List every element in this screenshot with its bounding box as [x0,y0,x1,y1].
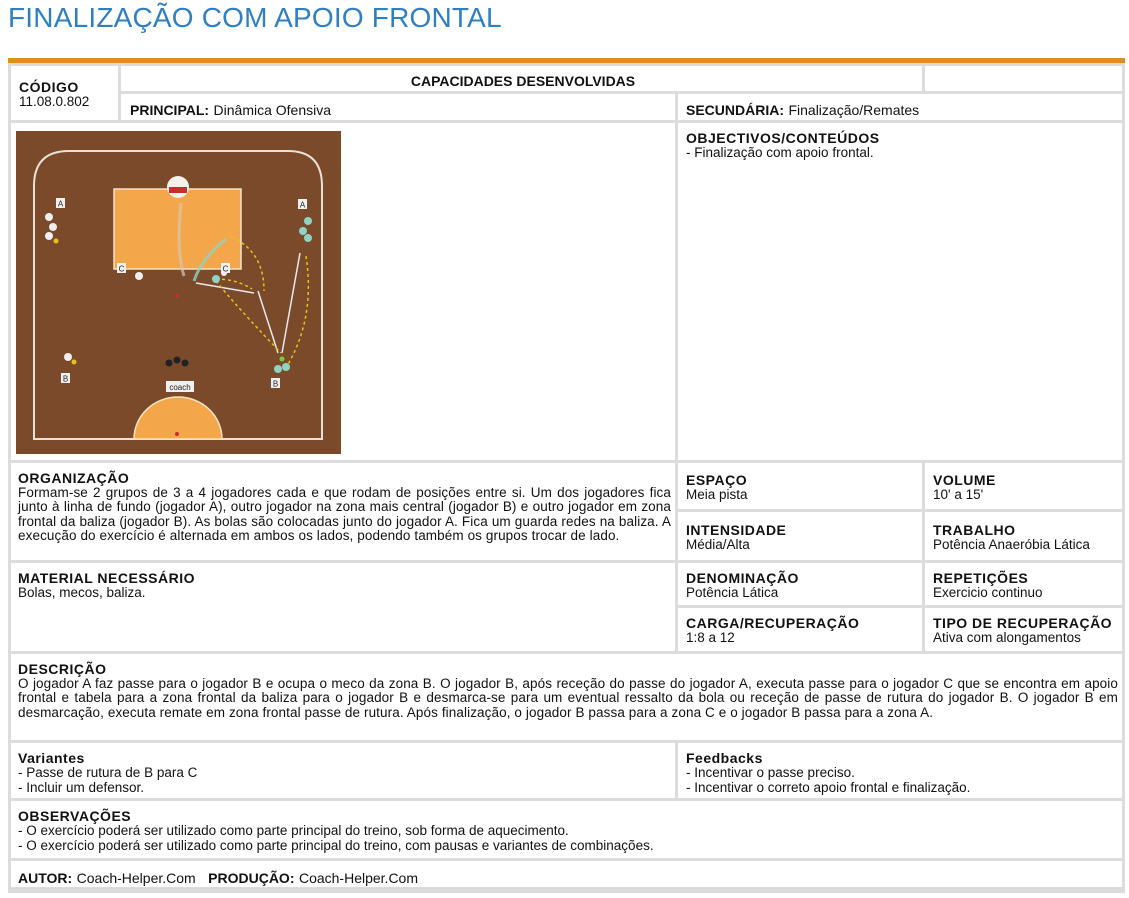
descricao-value: O jogador A faz passe para o jogador B e ocupa o meco da zona B. O jogador B, após receção do passe do jogador A, executa passe para o jogador C que se encontra em apoio frontal e tabela para a zona frontal da baliza para o jogador B e desmarca-se para um eventual ressalto da bola ou receção de passe de rutura do jogador B. O jogador B em desmarcação, executa remate em zona frontal passe de rutura. Após finalização, o jogador B passa para a zona C e o jogador B passa para a zona A. [18,676,1118,720]
observacoes-label: OBSERVAÇÕES [18,808,132,824]
feedbacks-cell [675,740,1125,801]
variantes-item: - Incluir um defensor. [18,779,145,795]
zone-label-b-left: B [62,374,69,384]
secundaria-value: Finalização/Remates [788,102,920,118]
court-diagram [16,131,341,454]
feedbacks-item: - Incentivar o correto apoio frontal e finalização. [686,779,971,795]
tipo-recuperacao-label: TIPO DE RECUPERAÇÃO [933,615,1113,631]
descricao-cell [8,651,1125,743]
zone-label-a-left: A [57,199,64,209]
goal-net [169,187,187,193]
trabalho-cell [922,509,1125,563]
organizacao-cell [8,460,678,563]
secundaria-cell [675,91,1125,123]
observacoes-item: - O exercício poderá ser utilizado como parte principal do treino, com pausas e variantes de combinações. [18,837,654,853]
principal-cell [118,91,678,123]
denominacao-value: Potência Lática [686,585,779,600]
variantes-label: Variantes [18,750,85,766]
carga-label: CARGA/RECUPERAÇÃO [686,615,860,631]
espaco-cell [675,460,925,512]
principal-label: PRINCIPAL: [130,102,210,118]
repeticoes-cell [922,560,1125,608]
observacoes-cell [8,798,1125,861]
espaco-value: Meia pista [686,487,748,502]
objectivos-cell [675,120,1125,463]
variantes-item: - Passe de rutura de B para C [18,765,198,780]
organizacao-value: Formam-se 2 grupos de 3 a 4 jogadores cada e que rodam de posições entre si. Um dos jogadores fica junto à linha de fundo (jogador A), outro jogador na zona mais central (jogador B) e outro jogador em zona frontal da baliza (jogador B). As bolas são colocadas junto do jogador A. Fica um guarda redes na baliza. A execução do exercício é alternada em ambos os lados, podendo também os grupos trocar de lado. [18,485,671,543]
autor-label: AUTOR: [18,870,73,886]
producao-value: Coach-Helper.Com [298,870,419,886]
objectivos-label: OBJECTIVOS/CONTEÚDOS [686,130,880,146]
center-spot [175,294,179,298]
coach-marker: coach [169,383,191,392]
volume-value: 10' a 15' [933,487,984,502]
codigo-cell [8,63,121,123]
denominacao-label: DENOMINAÇÃO [686,570,799,586]
organizacao-label: ORGANIZAÇÃO [18,470,130,486]
zone-label-a-right: A [299,200,306,210]
repeticoes-value: Exercicio continuo [933,585,1043,600]
observacoes-item: - O exercício poderá ser utilizado como parte principal do treino, sob forma de aquecimento. [18,823,569,838]
intensidade-cell [675,509,925,563]
denominacao-cell [675,560,925,608]
carga-cell [675,605,925,654]
zone-label-c-left: C [118,264,125,274]
penalty-area [114,189,241,269]
volume-label: VOLUME [933,472,996,488]
page-title: FINALIZAÇÃO COM APOIO FRONTAL [8,2,502,33]
tipo-recuperacao-value: Ativa com alongamentos [933,630,1081,645]
variantes-cell [8,740,678,801]
capacidades-label: CAPACIDADES DESENVOLVIDAS [410,73,636,89]
descricao-label: DESCRIÇÃO [18,661,107,677]
diagram-cell [8,120,678,463]
material-value: Bolas, mecos, baliza. [18,585,146,600]
objectivos-value: - Finalização com apoio frontal. [686,145,874,160]
feedbacks-item: - Incentivar o passe preciso. [686,765,855,780]
intensidade-label: INTENSIDADE [686,522,787,538]
frame-right-edge [1122,63,1125,893]
zone-label-c-right: C [222,264,229,274]
capacidades-empty-cell [922,63,1125,94]
principal-value: Dinâmica Ofensiva [213,102,332,118]
capacidades-header-cell [118,63,925,94]
autor-value: Coach-Helper.Com [76,870,196,886]
drill-sheet [8,63,1125,893]
carga-value: 1:8 a 12 [686,630,735,645]
material-cell [8,560,678,654]
producao-label: PRODUÇÃO: [208,870,295,886]
espaco-label: ESPAÇO [686,472,748,488]
volume-cell [922,460,1125,512]
footer-cell [8,858,1125,890]
zone-label-b-right: B [272,379,279,389]
trabalho-value: Potência Anaeróbia Lática [933,537,1090,552]
trabalho-label: TRABALHO [933,522,1016,538]
secundaria-label: SECUNDÁRIA: [686,102,784,118]
material-label: MATERIAL NECESSÁRIO [18,570,195,586]
kickoff-spot [175,432,179,436]
codigo-value: 11.08.0.802 [19,94,90,109]
feedbacks-label: Feedbacks [686,750,763,766]
tipo-recuperacao-cell [922,605,1125,654]
repeticoes-label: REPETIÇÕES [933,570,1029,586]
intensidade-value: Média/Alta [686,537,750,552]
codigo-label: CÓDIGO [19,79,79,95]
